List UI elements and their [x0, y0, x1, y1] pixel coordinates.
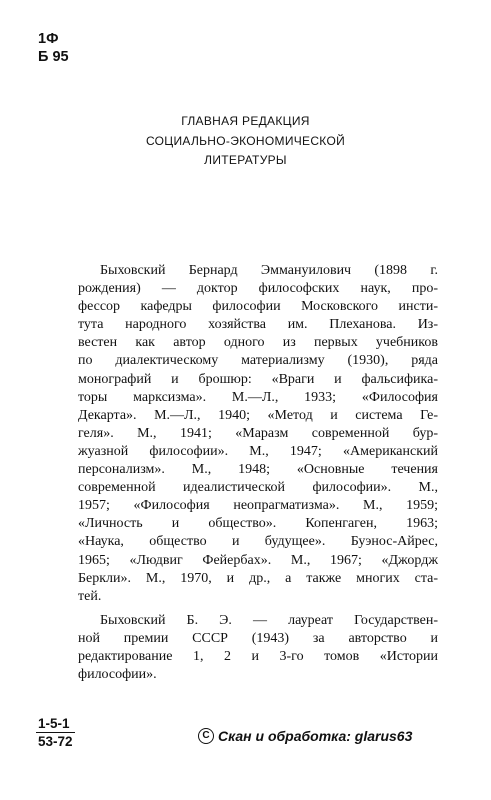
- bio-line: Декарта». М.—Л., 1940; «Метод и система Ге-: [78, 407, 438, 423]
- classification-line-1: 1Ф: [38, 31, 59, 47]
- scan-credit: [198, 728, 412, 744]
- bio-line: рождения) — доктор философских наук, про-: [78, 281, 438, 297]
- bio-line: фессор кафедры философии Московского инсти-: [78, 299, 438, 315]
- publisher-line-1: ГЛАВНАЯ РЕДАКЦИЯ: [181, 114, 310, 128]
- bio-line: жуазной философии». М., 1947; «Американский: [78, 443, 438, 459]
- bio-line: монографий и брошюр: «Враги и фальсифика-: [78, 371, 438, 387]
- bio-line: «Наука, общество и будущее». Буэнос-Айрес,: [78, 534, 438, 550]
- price-code-denominator: 53-72: [38, 734, 73, 749]
- price-code: [36, 716, 75, 749]
- bio-line: «Личность и общество». Копенгаген, 1963;: [78, 516, 438, 532]
- publisher-imprint: [0, 112, 491, 171]
- award-line: редактирование 1, 2 и 3-го томов «Истории: [78, 648, 438, 664]
- bio-line: геля». М., 1941; «Маразм современной бур-: [78, 425, 438, 441]
- bio-line: торы марксизма». М.—Л., 1933; «Философия: [78, 389, 438, 405]
- bio-line: 1957; «Философия неопрагматизма». М., 1959;: [78, 498, 438, 514]
- classification-line-2: Б 95: [38, 49, 69, 65]
- bio-line: вестен как автор одного из первых учебников: [78, 335, 438, 351]
- bio-line: 1965; «Людвиг Фейербах». М., 1967; «Джордж: [78, 552, 438, 568]
- award-line: философии».: [78, 667, 157, 683]
- award-line: Быховский Б. Э. — лауреат Государствен-: [100, 612, 438, 628]
- bio-line: персонализм». М., 1948; «Основные течения: [78, 462, 438, 478]
- copyright-icon: C: [198, 728, 214, 744]
- price-code-numerator: 1-5-1: [36, 716, 75, 733]
- scan-credit-text: Скан и обработка: glarus63: [218, 728, 413, 744]
- award-line: ной премии СССР (1943) за авторство и: [78, 630, 438, 646]
- bio-line: Беркли». М., 1970, и др., а также многих ста-: [78, 570, 438, 586]
- bio-line: Быховский Бернард Эммануилович (1898 г.: [100, 263, 438, 278]
- classification-code: [38, 30, 69, 66]
- publisher-line-2: СОЦИАЛЬНО-ЭКОНОМИЧЕСКОЙ: [145, 133, 346, 148]
- bio-line: тута народного хозяйства им. Плеханова. Из-: [78, 317, 438, 333]
- author-biography: [78, 262, 438, 684]
- bio-line: современной идеалистической философии». М.,: [78, 480, 438, 496]
- bio-line: тей.: [78, 588, 102, 604]
- bio-line: по диалектическому материализму (1930), ряда: [78, 353, 438, 369]
- publisher-line-3: ЛИТЕРАТУРЫ: [204, 153, 287, 167]
